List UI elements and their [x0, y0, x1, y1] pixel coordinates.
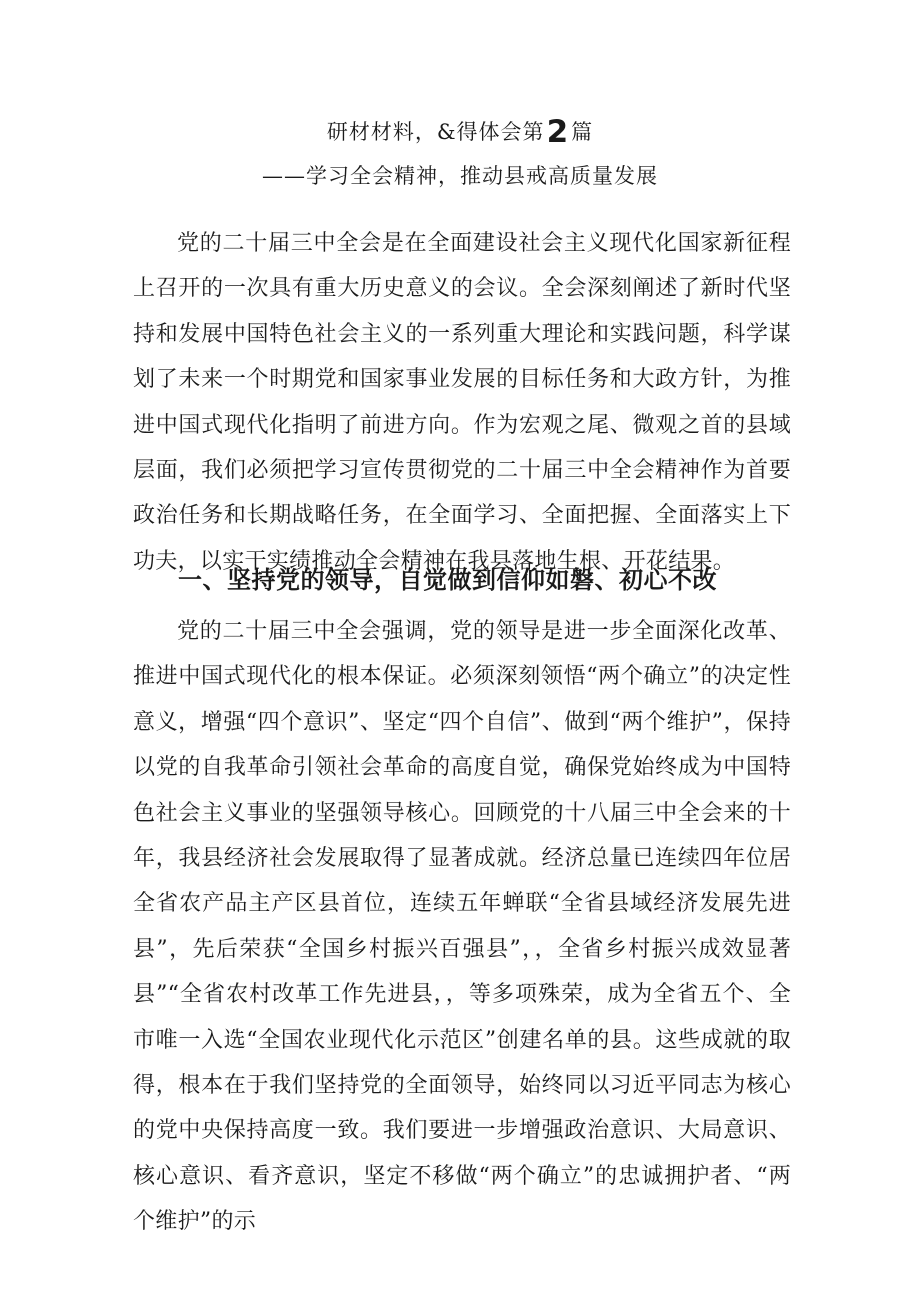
- document-subtitle: ——学习全会精神，推动县戒高质量发展: [262, 164, 658, 188]
- document-title: [0, 112, 920, 152]
- section-paragraph: 党的二十届三中全会强调，党的领导是进一步全面深化改革、推进中国式现代化的根本保证。必须深刻领悟“两个确立”的决定性意义，增强“四个意识”、坚定“四个自信”、做到“两个维护”，保持以党的自我革命引领社会革命的高度自觉，确保党始终成为中国特色社会主义事业的坚强领导核心。回顾党的十八届三中全会来的十年，我县经济社会发展取得了显著成就。经济总量已连续四年位居全省农产品主产区县首位，连续五年蝉联“全省县域经济发展先进县”，先后荣获“全国乡村振兴百强县”，，全省乡村振兴成效显著县”“全省农村改革工作先进县，，等多项殊荣，成为全省五个、全市唯一入选“全国农业现代化示范区”创建名单的县。这些成就的取得，根本在于我们坚持党的全面领导，始终同以习近平同志为核心的党中央保持高度一致。我们要进一步增强政治意识、大局意识、核心意识、看齐意识，坚定不移做“两个确立”的忠诚拥护者、“两个维护”的示: [133, 619, 791, 1235]
- title-number: 2: [546, 114, 570, 150]
- title-prefix: 研材材料，&得体会第: [326, 120, 545, 144]
- title-suffix: 篇: [571, 120, 594, 144]
- section-heading: 一、坚持党的领导，自觉做到信仰如磐、初心不改: [178, 566, 717, 594]
- intro-paragraph: 党的二十届三中全会是在全面建设社会主义现代化国家新征程上召开的一次具有重大历史意义的会议。全会深刻阐述了新时代坚持和发展中国特色社会主义的一系列重大理论和实践问题，科学谋划了未来一个时期党和国家事业发展的目标任务和大政方针，为推进中国式现代化指明了前进方向。作为宏观之尾、微观之首的县域层面，我们必须把学习宣传贯彻党的二十届三中全会精神作为首要政治任务和长期战略任务，在全面学习、全面把握、全面落实上下功夫，以实干实绩推动全会精神在我县落地生根、开花结果。: [133, 231, 791, 574]
